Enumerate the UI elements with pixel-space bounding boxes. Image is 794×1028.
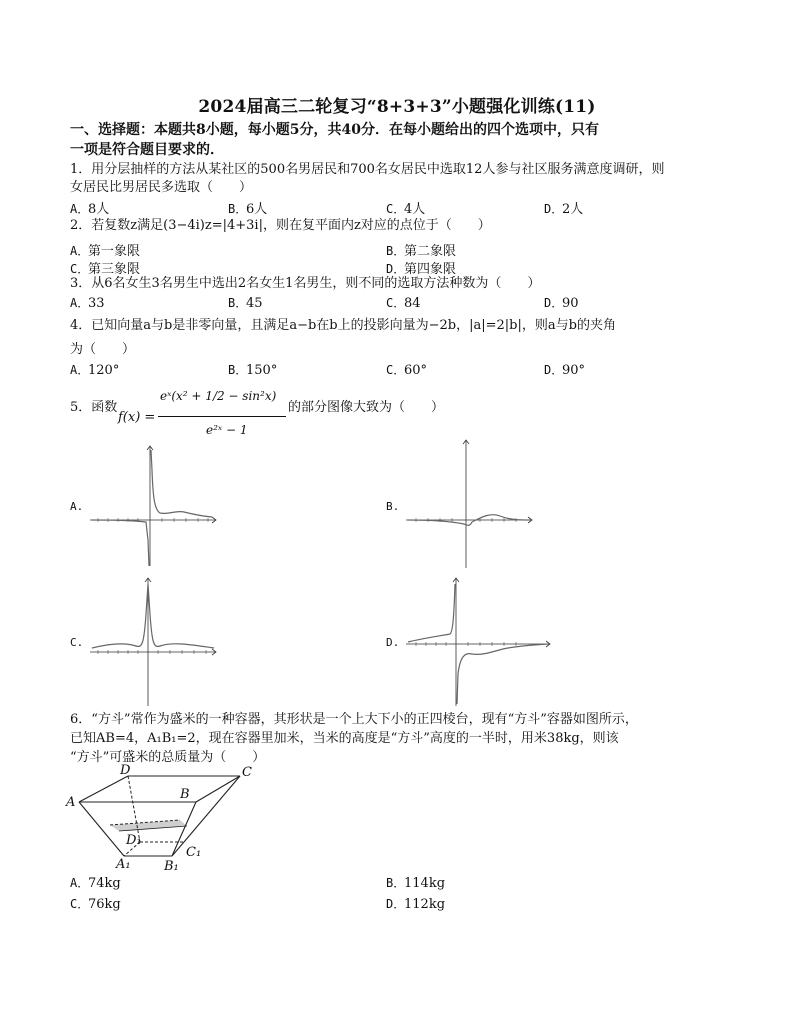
q5-prefix: 5．函数: [70, 400, 118, 415]
q6-option-d[interactable]: D．112kg: [386, 897, 446, 912]
q1-option-d[interactable]: D．2人: [544, 202, 584, 217]
q5-fx: f(x) =: [118, 410, 156, 425]
q5-numerator: eˣ(x² + 1/2 − sin²x): [160, 389, 277, 403]
q4-text-line2: 为（ ）: [70, 342, 136, 357]
q4-option-c[interactable]: C．60°: [386, 363, 428, 378]
q1-option-c[interactable]: C．4人: [386, 202, 426, 217]
q2-option-d[interactable]: D．第四象限: [386, 262, 457, 277]
q5-denominator: e²ˣ − 1: [206, 423, 248, 437]
q3-option-d[interactable]: D．90: [544, 296, 579, 311]
q3-option-b[interactable]: B．45: [228, 296, 263, 311]
vertex-label-d1: D₁: [126, 833, 142, 848]
q5-graph-a[interactable]: [88, 440, 220, 572]
vertex-label-c1: C₁: [186, 845, 202, 860]
vertex-label-c: C: [242, 765, 252, 780]
q5-option-a-label[interactable]: A.: [70, 500, 84, 513]
q2-option-b[interactable]: B．第二象限: [386, 244, 457, 259]
q6-text-line3: “方斗”可盛米的总质量为（ ）: [70, 750, 266, 765]
q2-option-a[interactable]: A．第一象限: [70, 244, 141, 259]
q4-option-a[interactable]: A．120°: [70, 363, 120, 378]
vertex-label-a1: A₁: [116, 857, 131, 872]
vertex-label-d: D: [120, 764, 131, 778]
q6-option-a[interactable]: A．74kg: [70, 876, 121, 891]
q3-text-line1: 3．从6名女生3名男生中选出2名女生1名男生，则不同的选取方法种数为（ ）: [70, 276, 541, 291]
vertex-label-b: B: [180, 787, 190, 802]
q2-text-line1: 2．若复数z满足(3−4i)z=|4+3i|，则在复平面内z对应的点位于（ ）: [70, 218, 491, 233]
q4-text-line1: 4．已知向量a与b是非零向量，且满足a−b在b上的投影向量为−2b，|a|=2|b|，则a与b的夹角: [70, 318, 616, 333]
section-header-line1: 一、选择题：本题共8小题，每小题5分，共40分．在每小题给出的四个选项中，只有: [70, 122, 599, 138]
q5-option-c-label[interactable]: C.: [70, 636, 84, 649]
q5-option-d-label[interactable]: D.: [386, 636, 400, 649]
q4-option-b[interactable]: B．150°: [228, 363, 278, 378]
q1-text-line2: 女居民比男居民多选取（ ）: [70, 180, 253, 195]
q5-fraction-bar: [158, 416, 286, 417]
page-title: 2024届高三二轮复习“8+3+3”小题强化训练(11): [198, 97, 596, 117]
q1-option-b[interactable]: B．6人: [228, 202, 268, 217]
q6-frustum-figure: [64, 764, 274, 876]
q4-option-d[interactable]: D．90°: [544, 363, 586, 378]
vertex-label-a: A: [66, 795, 76, 810]
q6-option-c[interactable]: C．76kg: [70, 897, 121, 912]
q1-option-a[interactable]: A．8人: [70, 202, 110, 217]
q5-suffix: 的部分图像大致为（ ）: [288, 400, 445, 415]
q6-text-line1: 6．“方斗”常作为盛米的一种容器，其形状是一个上大下小的正四棱台，现有“方斗”容器如图所示，: [70, 712, 638, 727]
q6-option-b[interactable]: B．114kg: [386, 876, 446, 891]
q1-text-line1: 1．用分层抽样的方法从某社区的500名男居民和700名女居民中选取12人参与社区服务满意度调研，则: [70, 162, 665, 177]
q2-option-c[interactable]: C．第三象限: [70, 262, 141, 277]
q3-option-a[interactable]: A．33: [70, 296, 105, 311]
q3-option-c[interactable]: C．84: [386, 296, 421, 311]
q5-graph-d[interactable]: [404, 574, 554, 710]
q6-text-line2: 已知AB=4，A₁B₁=2，现在容器里加米，当米的高度是“方斗”高度的一半时，用米38kg，则该: [70, 731, 619, 746]
section-header-line2: 一项是符合题目要求的．: [70, 142, 224, 158]
q5-graph-c[interactable]: [88, 574, 220, 710]
q5-graph-b[interactable]: [404, 436, 536, 572]
vertex-label-b1: B₁: [164, 859, 179, 874]
q5-option-b-label[interactable]: B.: [386, 500, 400, 513]
